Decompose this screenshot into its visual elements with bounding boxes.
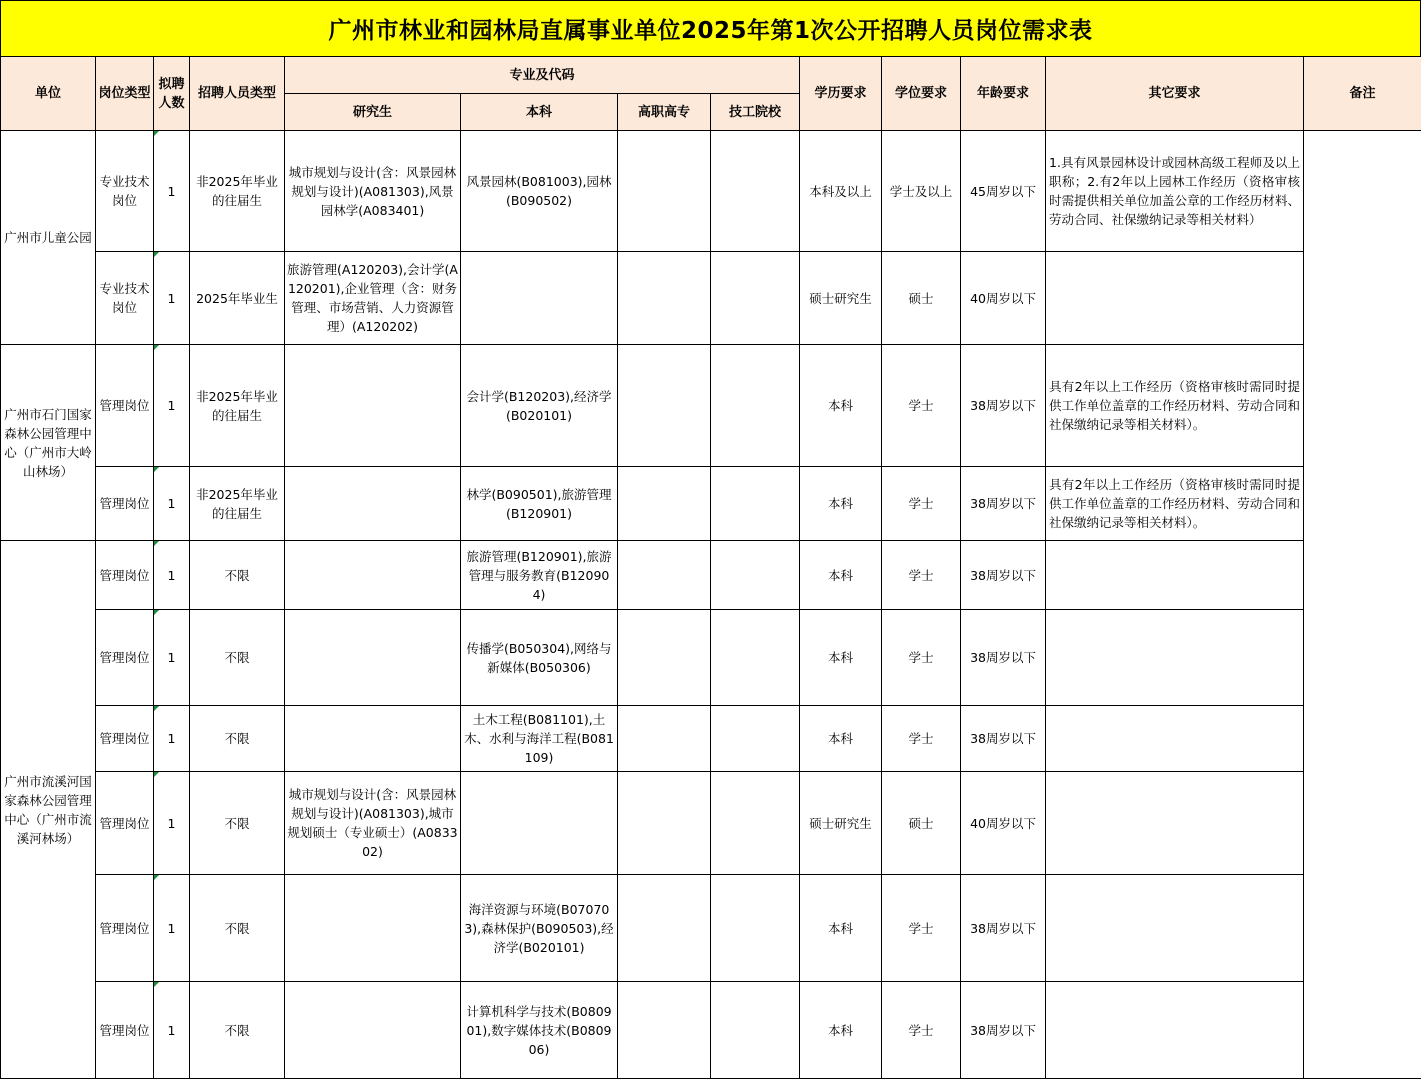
vocational-major-cell [618,541,711,610]
undergrad-major-cell: 旅游管理(B120901),旅游管理与服务教育(B120904) [461,541,618,610]
education-cell: 硕士研究生 [800,252,882,345]
grad-major-cell [285,875,461,982]
vocational-major-cell [618,772,711,875]
post-type-cell: 管理岗位 [96,875,154,982]
other-requirements-cell [1046,772,1304,875]
degree-cell: 学士 [882,706,961,772]
header-post-type: 岗位类型 [96,57,154,131]
recruit-type-cell: 2025年毕业生 [190,252,285,345]
table-row [1,982,1421,1079]
post-type-cell: 管理岗位 [96,706,154,772]
post-type-cell: 管理岗位 [96,345,154,467]
recruit-type-cell: 不限 [190,772,285,875]
unit-cell: 广州市石门国家森林公园管理中心（广州市大岭山林场） [1,345,96,541]
count-cell: 1 [154,541,190,610]
header-major-group: 专业及代码 [285,57,800,94]
age-cell: 38周岁以下 [961,706,1046,772]
degree-cell: 硕士 [882,772,961,875]
technical-major-cell [711,610,800,706]
undergrad-major-cell [461,772,618,875]
age-cell: 38周岁以下 [961,875,1046,982]
undergrad-major-cell: 计算机科学与技术(B080901),数字媒体技术(B080906) [461,982,618,1079]
other-requirements-cell: 1.具有风景园林设计或园林高级工程师及以上职称；2.有2年以上园林工作经历（资格审核时需提供相关单位加盖公章的工作经历材料、劳动合同、社保缴纳记录等相关材料） [1046,131,1304,252]
header-technical: 技工院校 [711,94,800,131]
count-cell: 1 [154,875,190,982]
count-cell: 1 [154,610,190,706]
education-cell: 本科 [800,706,882,772]
age-cell: 38周岁以下 [961,467,1046,541]
recruit-type-cell: 不限 [190,610,285,706]
degree-cell: 学士 [882,541,961,610]
table-row [1,706,1421,772]
table-row [1,875,1421,982]
education-cell: 本科及以上 [800,131,882,252]
header-other: 其它要求 [1046,57,1304,131]
age-cell: 38周岁以下 [961,610,1046,706]
undergrad-major-cell: 土木工程(B081101),土木、水利与海洋工程(B081109) [461,706,618,772]
post-type-cell: 专业技术岗位 [96,131,154,252]
count-cell: 1 [154,706,190,772]
age-cell: 40周岁以下 [961,252,1046,345]
undergrad-major-cell: 风景园林(B081003),园林(B090502) [461,131,618,252]
undergrad-major-cell: 海洋资源与环境(B070703),森林保护(B090503),经济学(B020101) [461,875,618,982]
table-row [1,345,1421,467]
recruit-type-cell: 非2025年毕业的往届生 [190,345,285,467]
table-row [1,467,1421,541]
education-cell: 本科 [800,982,882,1079]
other-requirements-cell [1046,541,1304,610]
other-requirements-cell: 具有2年以上工作经历（资格审核时需同时提供工作单位盖章的工作经历材料、劳动合同和社保缴纳记录等相关材料）。 [1046,467,1304,541]
grad-major-cell [285,467,461,541]
other-requirements-cell [1046,706,1304,772]
table-row [1,772,1421,875]
vocational-major-cell [618,252,711,345]
grad-major-cell: 旅游管理(A120203),会计学(A120201),企业管理（含：财务管理、市场营销、人力资源管理）(A120202) [285,252,461,345]
count-cell: 1 [154,252,190,345]
age-cell: 38周岁以下 [961,982,1046,1079]
table-row [1,252,1421,345]
undergrad-major-cell: 传播学(B050304),网络与新媒体(B050306) [461,610,618,706]
header-age: 年龄要求 [961,57,1046,131]
other-requirements-cell [1046,875,1304,982]
education-cell: 本科 [800,610,882,706]
undergrad-major-cell [461,252,618,345]
count-cell: 1 [154,467,190,541]
header-education: 学历要求 [800,57,882,131]
remark-cell [1304,131,1421,1079]
grad-major-cell [285,982,461,1079]
vocational-major-cell [618,467,711,541]
degree-cell: 硕士 [882,252,961,345]
recruit-type-cell: 不限 [190,706,285,772]
table-row [1,610,1421,706]
education-cell: 本科 [800,345,882,467]
grad-major-cell [285,541,461,610]
post-type-cell: 专业技术岗位 [96,252,154,345]
age-cell: 38周岁以下 [961,345,1046,467]
undergrad-major-cell: 会计学(B120203),经济学(B020101) [461,345,618,467]
table-row [1,541,1421,610]
vocational-major-cell [618,706,711,772]
post-type-cell: 管理岗位 [96,467,154,541]
post-type-cell: 管理岗位 [96,982,154,1079]
technical-major-cell [711,467,800,541]
education-cell: 本科 [800,875,882,982]
degree-cell: 学士 [882,610,961,706]
post-type-cell: 管理岗位 [96,610,154,706]
header-remark: 备注 [1304,57,1421,131]
degree-cell: 学士 [882,345,961,467]
job-requirements-table [0,56,1421,1079]
technical-major-cell [711,345,800,467]
grad-major-cell: 城市规划与设计(含：风景园林规划与设计)(A081303),城市规划硕士（专业硕士）(A083302) [285,772,461,875]
header-vocational: 高职高专 [618,94,711,131]
header-unit: 单位 [1,57,96,131]
unit-cell: 广州市儿童公园 [1,131,96,345]
header-count: 拟聘人数 [154,57,190,131]
header-grad: 研究生 [285,94,461,131]
grad-major-cell: 城市规划与设计(含：风景园林规划与设计)(A081303),风景园林学(A083401) [285,131,461,252]
technical-major-cell [711,541,800,610]
degree-cell: 学士 [882,467,961,541]
other-requirements-cell [1046,252,1304,345]
technical-major-cell [711,875,800,982]
count-cell: 1 [154,345,190,467]
vocational-major-cell [618,982,711,1079]
education-cell: 本科 [800,541,882,610]
vocational-major-cell [618,131,711,252]
recruit-type-cell: 非2025年毕业的往届生 [190,131,285,252]
education-cell: 硕士研究生 [800,772,882,875]
header-degree: 学位要求 [882,57,961,131]
recruit-type-cell: 不限 [190,875,285,982]
recruit-type-cell: 不限 [190,541,285,610]
age-cell: 38周岁以下 [961,541,1046,610]
undergrad-major-cell: 林学(B090501),旅游管理(B120901) [461,467,618,541]
recruit-type-cell: 不限 [190,982,285,1079]
technical-major-cell [711,772,800,875]
post-type-cell: 管理岗位 [96,772,154,875]
header-recruit-type: 招聘人员类型 [190,57,285,131]
grad-major-cell [285,706,461,772]
grad-major-cell [285,345,461,467]
vocational-major-cell [618,610,711,706]
count-cell: 1 [154,982,190,1079]
other-requirements-cell [1046,982,1304,1079]
degree-cell: 学士 [882,875,961,982]
age-cell: 45周岁以下 [961,131,1046,252]
recruit-type-cell: 非2025年毕业的往届生 [190,467,285,541]
page-title: 广州市林业和园林局直属事业单位2025年第1次公开招聘人员岗位需求表 [0,0,1421,57]
technical-major-cell [711,706,800,772]
technical-major-cell [711,982,800,1079]
grad-major-cell [285,610,461,706]
unit-cell: 广州市流溪河国家森林公园管理中心（广州市流溪河林场） [1,541,96,1079]
vocational-major-cell [618,875,711,982]
age-cell: 40周岁以下 [961,772,1046,875]
table-row [1,131,1421,252]
technical-major-cell [711,131,800,252]
count-cell: 1 [154,772,190,875]
technical-major-cell [711,252,800,345]
degree-cell: 学士及以上 [882,131,961,252]
count-cell: 1 [154,131,190,252]
post-type-cell: 管理岗位 [96,541,154,610]
other-requirements-cell [1046,610,1304,706]
vocational-major-cell [618,345,711,467]
other-requirements-cell: 具有2年以上工作经历（资格审核时需同时提供工作单位盖章的工作经历材料、劳动合同和社保缴纳记录等相关材料）。 [1046,345,1304,467]
degree-cell: 学士 [882,982,961,1079]
education-cell: 本科 [800,467,882,541]
header-undergrad: 本科 [461,94,618,131]
